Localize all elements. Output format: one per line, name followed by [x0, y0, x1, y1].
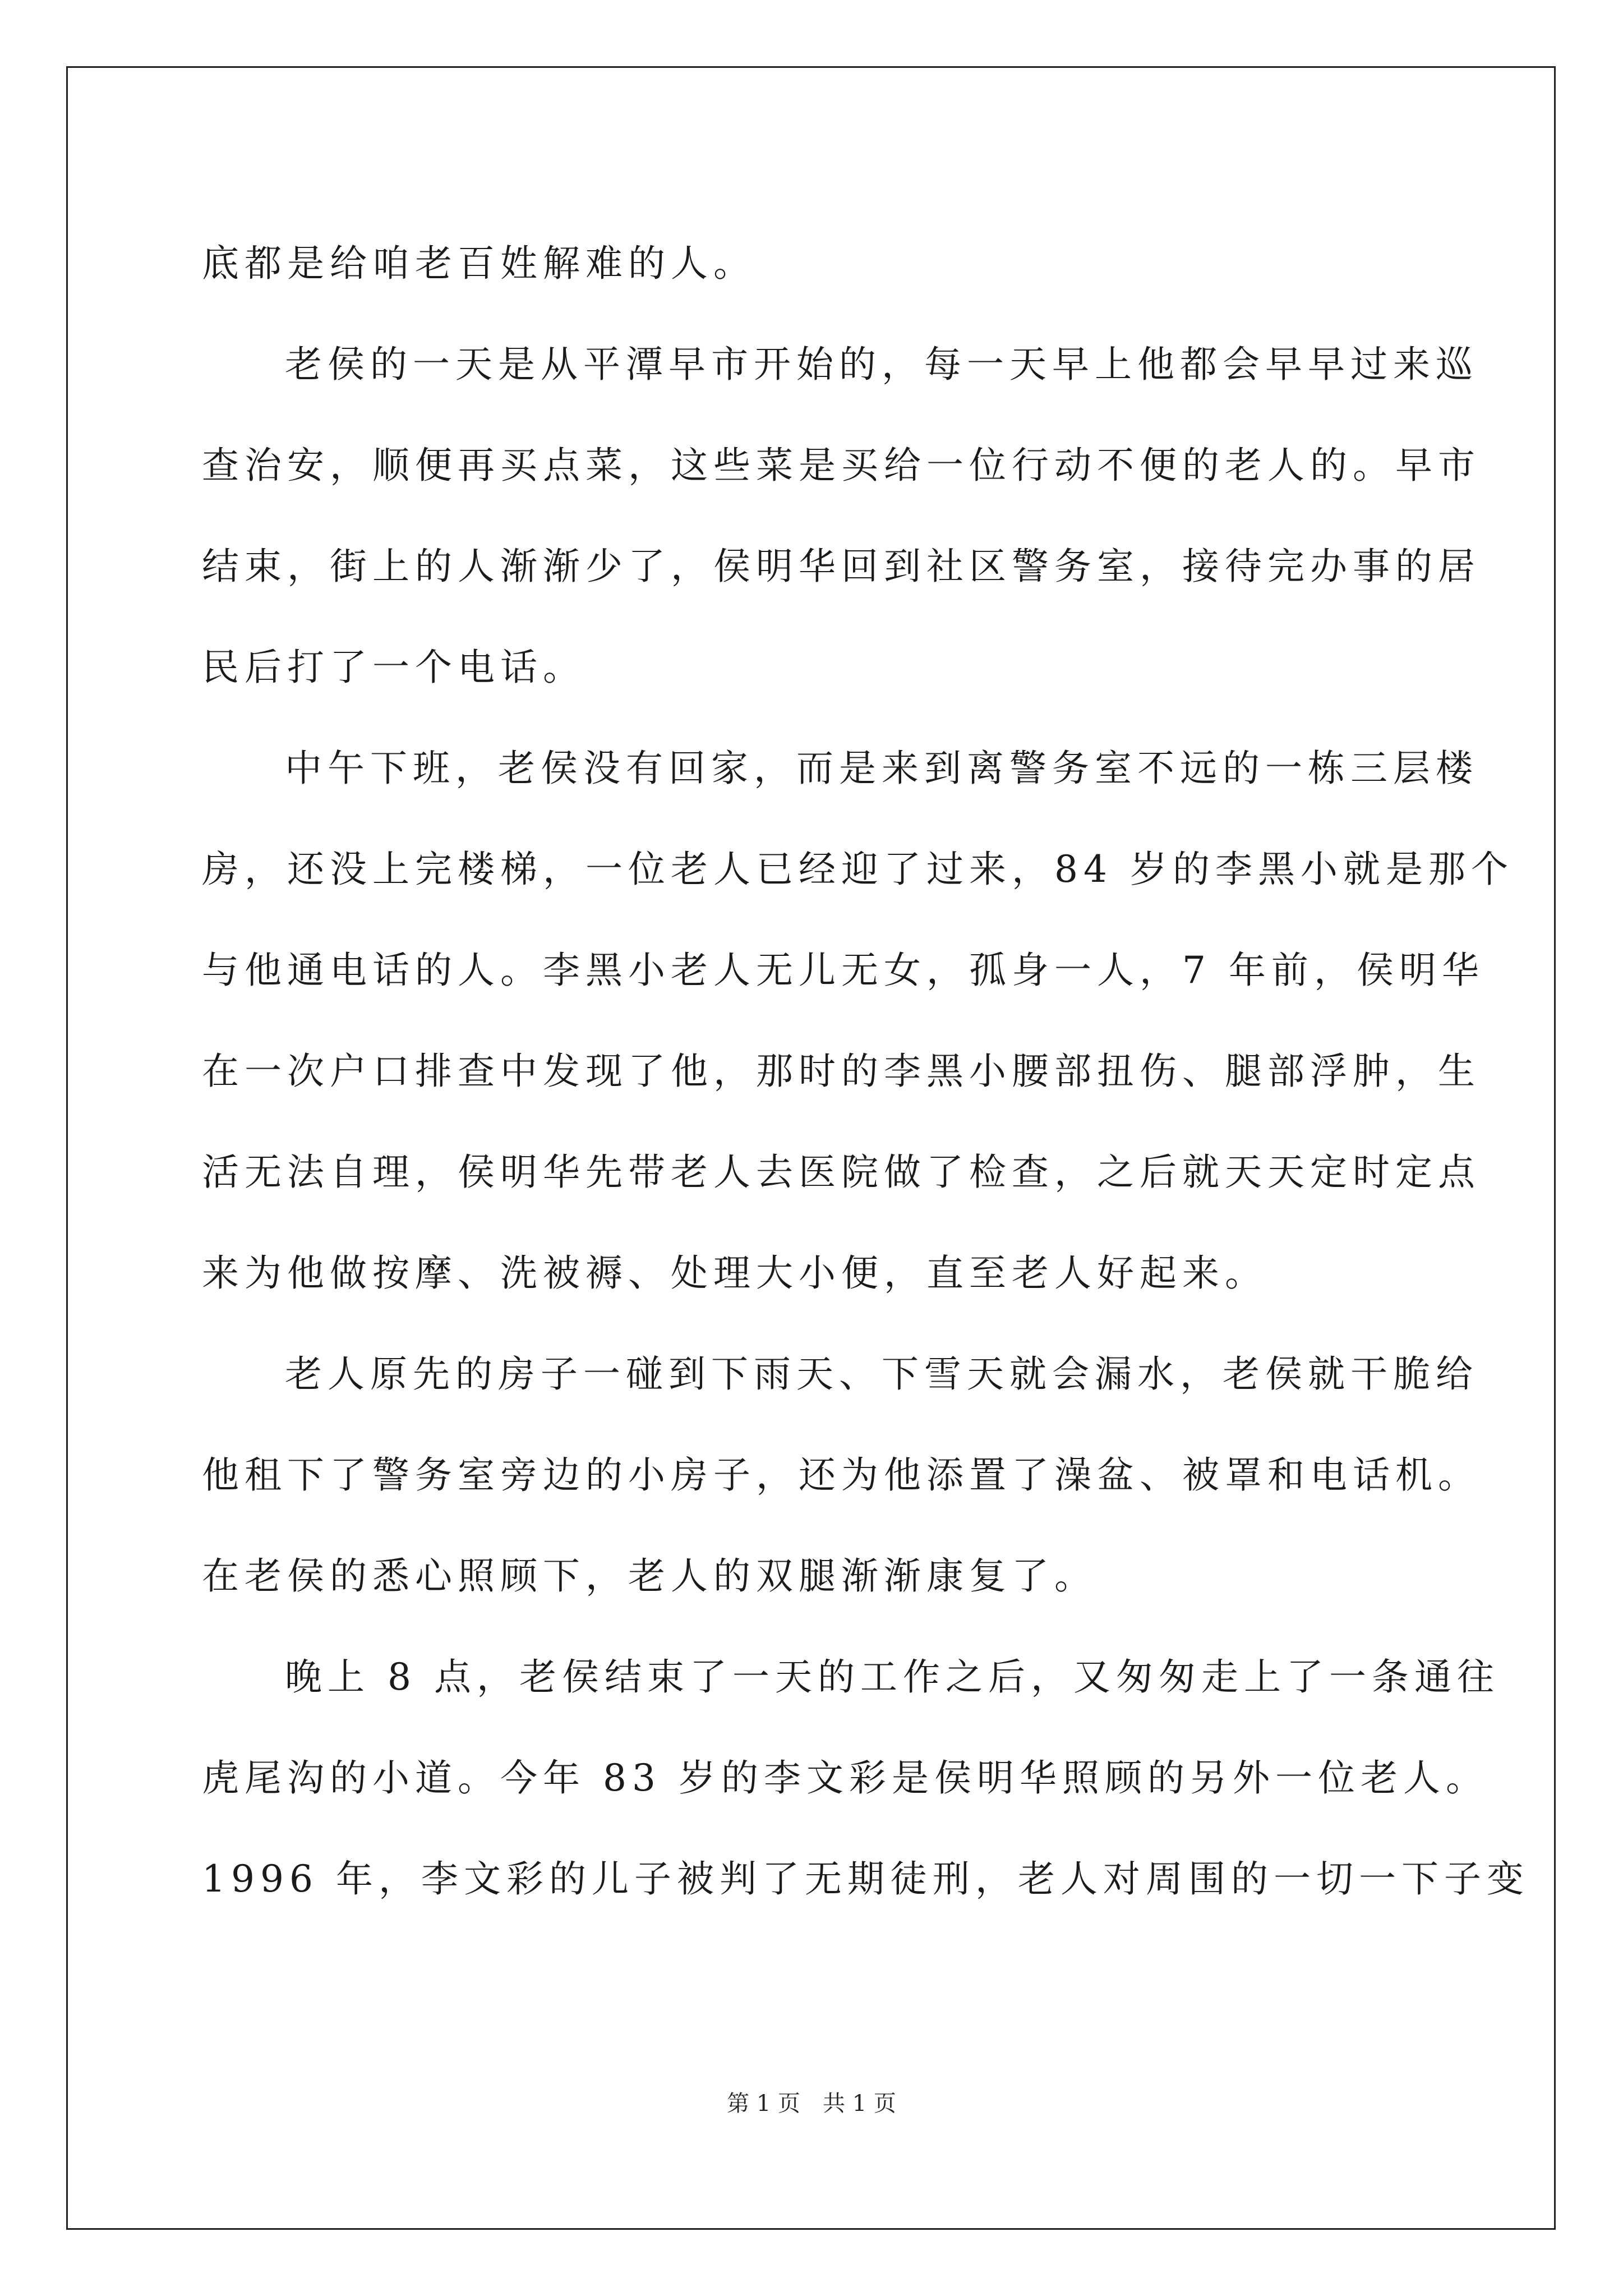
text-line: 与他通电话的人。李黑小老人无儿无女，孤身一人，7 年前，侯明华: [202, 949, 1484, 992]
text-line: 在老侯的悉心照顾下，老人的双腿渐渐康复了。: [202, 1554, 1097, 1598]
text-line: 晚上 8 点，老侯结束了一天的工作之后，又匆匆走上了一条通往: [285, 1655, 1500, 1699]
document-body: [202, 213, 1529, 1930]
text-line: 老侯的一天是从平潭早市开始的，每一天早上他都会早早过来巡: [285, 343, 1478, 386]
text-line: 虎尾沟的小道。今年 83 岁的李文彩是侯明华照顾的另外一位老人。: [202, 1756, 1488, 1800]
text-line: 查治安，顺便再买点菜，这些菜是买给一位行动不便的老人的。早市: [202, 444, 1481, 487]
text-line: 结束，街上的人渐渐少了，侯明华回到社区警务室，接待完办事的居: [202, 545, 1481, 588]
text-line: 活无法自理，侯明华先带老人去医院做了检查，之后就天天定时定点: [202, 1151, 1481, 1194]
text-line: 1996 年，李文彩的儿子被判了无期徒刑，老人对周围的一切一下子变: [202, 1857, 1529, 1901]
text-line: 在一次户口排查中发现了他，那时的李黑小腰部扭伤、腿部浮肿，生: [202, 1050, 1481, 1093]
text-line: 房，还没上完楼梯，一位老人已经迎了过来，84 岁的李黑小就是那个: [202, 848, 1514, 891]
text-line: 底都是给咱老百姓解难的人。: [202, 242, 756, 285]
text-line: 老人原先的房子一碰到下雨天、下雪天就会漏水，老侯就干脆给: [285, 1352, 1478, 1396]
text-line: 他租下了警务室旁边的小房子，还为他添置了澡盆、被罩和电话机。: [202, 1453, 1481, 1497]
text-line: 中午下班，老侯没有回家，而是来到离警务室不远的一栋三层楼: [285, 747, 1478, 790]
page-number-footer: 第 1 页 共 1 页: [727, 2091, 896, 2116]
text-line: 来为他做按摩、洗被褥、处理大小便，直至老人好起来。: [202, 1251, 1267, 1295]
text-line: 民后打了一个电话。: [202, 646, 585, 689]
